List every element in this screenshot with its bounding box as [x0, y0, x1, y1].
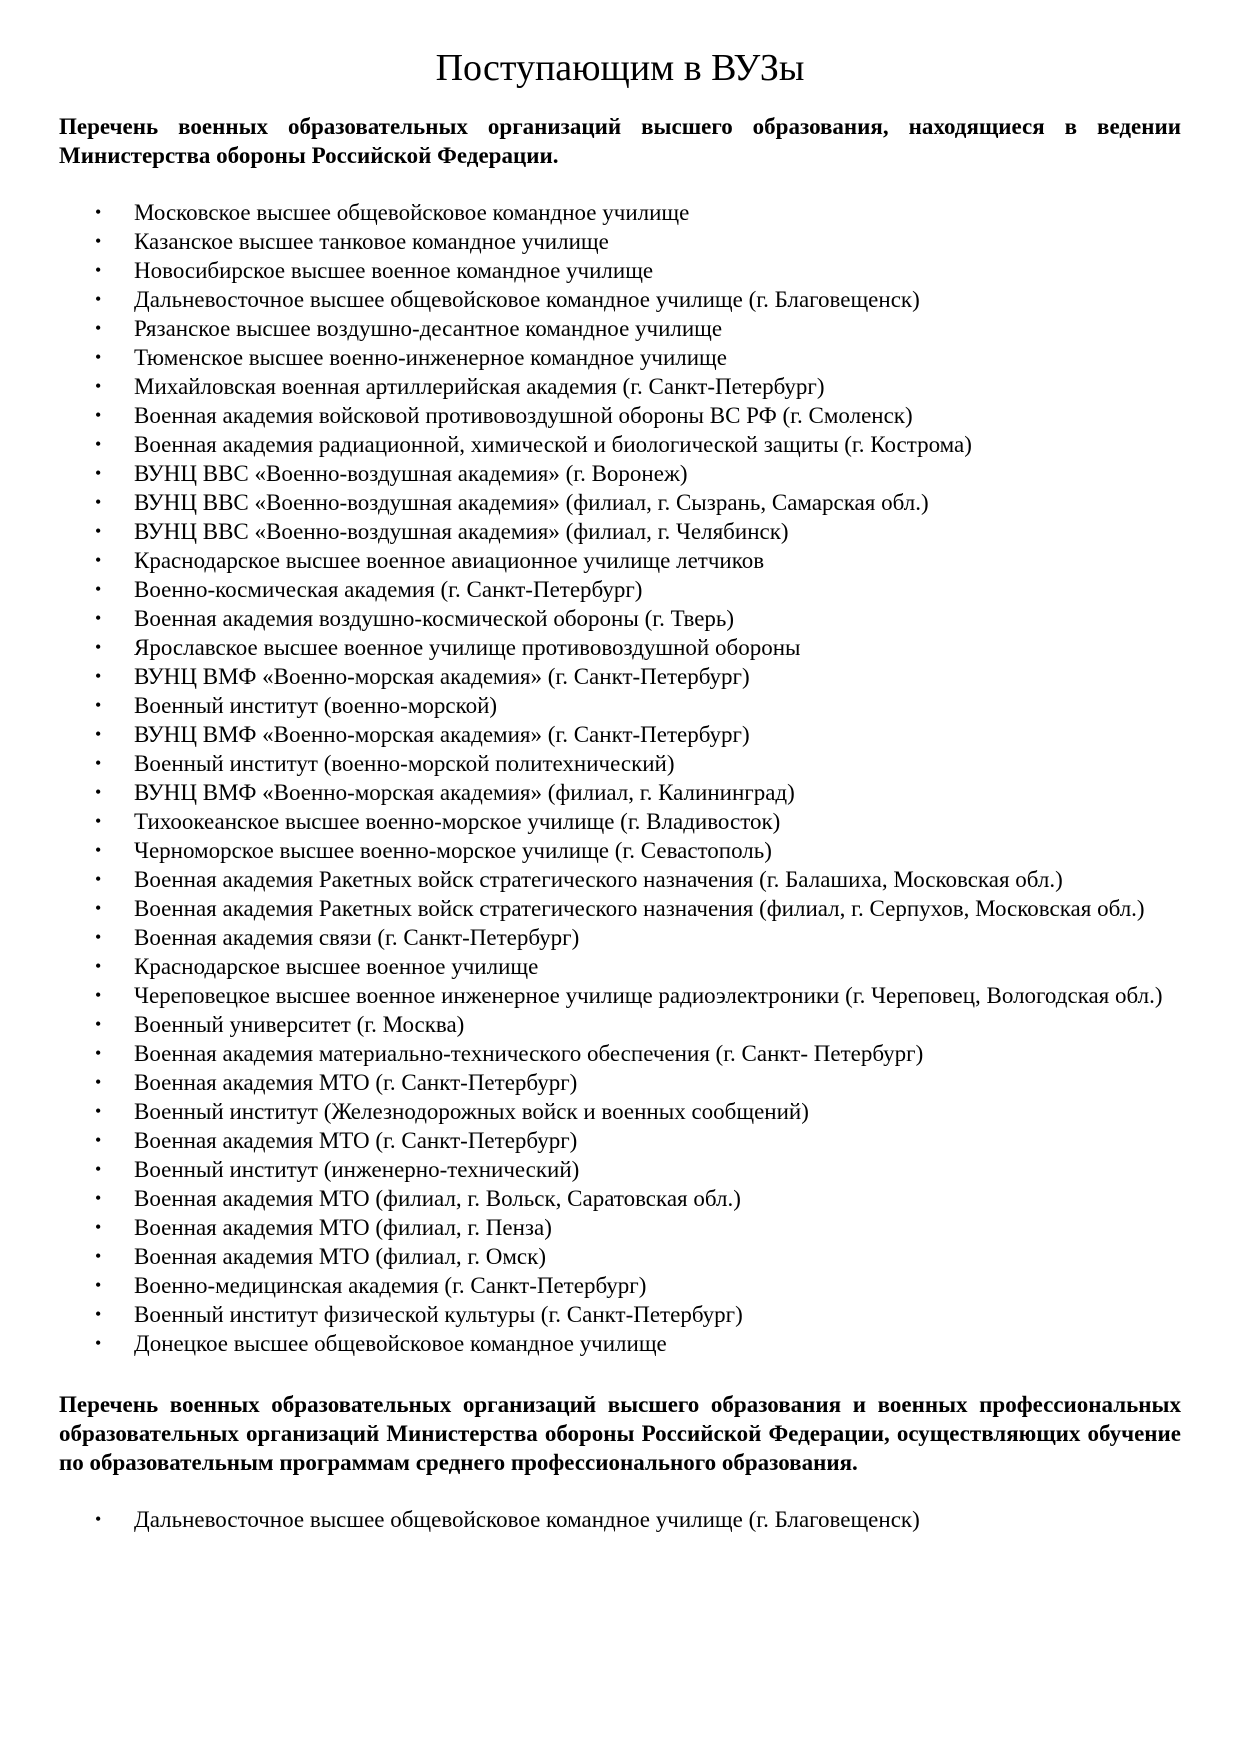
bullet-icon: • [95, 637, 102, 657]
institution-list [59, 198, 1181, 1358]
list-item-text: Военная академия МТО (филиал, г. Омск) [134, 1244, 546, 1269]
list-item-text: ВУНЦ ВВС «Военно-воздушная академия» (филиал, г. Челябинск) [134, 519, 789, 544]
bullet-icon: • [95, 550, 102, 570]
list-item-text: Военная академия войсковой противовоздушной обороны ВС РФ (г. Смоленск) [134, 403, 913, 428]
list-item-text: Военный институт (военно-морской политехнический) [134, 751, 675, 776]
list-item-text: Дальневосточное высшее общевойсковое командное училище (г. Благовещенск) [134, 287, 920, 312]
bullet-icon: • [95, 579, 102, 599]
bullet-icon: • [95, 608, 102, 628]
list-item-text: Военная академия МТО (г. Санкт-Петербург) [134, 1128, 578, 1153]
list-item [59, 894, 1181, 923]
list-item [59, 807, 1181, 836]
bullet-icon: • [95, 492, 102, 512]
list-item [59, 517, 1181, 546]
bullet-icon: • [95, 202, 102, 222]
bullet-icon: • [95, 985, 102, 1005]
list-item [59, 952, 1181, 981]
list-item [59, 314, 1181, 343]
list-item [59, 343, 1181, 372]
list-item-text: Военная академия МТО (филиал, г. Пенза) [134, 1215, 552, 1240]
list-item-text: Череповецкое высшее военное инженерное училище радиоэлектроники (г. Череповец, Вологодская обл.) [134, 983, 1163, 1008]
list-item [59, 749, 1181, 778]
list-item [59, 372, 1181, 401]
bullet-icon: • [95, 1509, 102, 1529]
list-item [59, 1097, 1181, 1126]
list-item-text: ВУНЦ ВМФ «Военно-морская академия» (филиал, г. Калининград) [134, 780, 795, 805]
list-item [59, 1068, 1181, 1097]
bullet-icon: • [95, 724, 102, 744]
bullet-icon: • [95, 1072, 102, 1092]
list-item [59, 1271, 1181, 1300]
list-item-text: Тихоокеанское высшее военно-морское училище (г. Владивосток) [134, 809, 781, 834]
list-item-text: Военная академия МТО (г. Санкт-Петербург) [134, 1070, 578, 1095]
bullet-icon: • [95, 405, 102, 425]
bullet-icon: • [95, 1275, 102, 1295]
bullet-icon: • [95, 695, 102, 715]
bullet-icon: • [95, 347, 102, 367]
list-item-text: Военный институт (инженерно-технический) [134, 1157, 580, 1182]
list-item [59, 981, 1181, 1010]
bullet-icon: • [95, 231, 102, 251]
list-item [59, 662, 1181, 691]
list-item [59, 836, 1181, 865]
list-item [59, 575, 1181, 604]
list-item [59, 401, 1181, 430]
list-item [59, 546, 1181, 575]
list-item [59, 198, 1181, 227]
bullet-icon: • [95, 434, 102, 454]
bullet-icon: • [95, 1101, 102, 1121]
list-item-text: ВУНЦ ВВС «Военно-воздушная академия» (г. Воронеж) [134, 461, 688, 486]
list-item-text: Тюменское высшее военно-инженерное командное училище [134, 345, 727, 370]
list-item-text: Военный университет (г. Москва) [134, 1012, 465, 1037]
list-item-text: Военная академия материально-технического обеспечения (г. Санкт- Петербург) [134, 1041, 924, 1066]
list-item [59, 1300, 1181, 1329]
list-item-text: Рязанское высшее воздушно-десантное командное училище [134, 316, 723, 341]
section-heading: Перечень военных образовательных организаций высшего образования и военных профессиональных образовательных организаций Министерства обороны Российской Федерации, осуществляющих обучение по образовательным программам среднего профессионального образования. [59, 1392, 1181, 1475]
bullet-icon: • [95, 1014, 102, 1034]
bullet-icon: • [95, 1246, 102, 1266]
list-item-text: Михайловская военная артиллерийская академия (г. Санкт-Петербург) [134, 374, 825, 399]
list-item [59, 459, 1181, 488]
list-item [59, 691, 1181, 720]
section-heading: Перечень военных образовательных организаций высшего образования, находящиеся в ведении Министерства обороны Российской Федерации. [59, 114, 1181, 168]
list-item [59, 1155, 1181, 1184]
list-item-text: Черноморское высшее военно-морское училище (г. Севастополь) [134, 838, 772, 863]
bullet-icon: • [95, 782, 102, 802]
bullet-icon: • [95, 956, 102, 976]
list-item [59, 1242, 1181, 1271]
list-item-text: ВУНЦ ВМФ «Военно-морская академия» (г. Санкт-Петербург) [134, 722, 750, 747]
list-item-text: Новосибирское высшее военное командное училище [134, 258, 654, 283]
section-higher-education [59, 112, 1181, 1358]
list-item-text: Краснодарское высшее военное училище [134, 954, 539, 979]
list-item [59, 604, 1181, 633]
bullet-icon: • [95, 1304, 102, 1324]
list-item-text: Военная академия воздушно-космической обороны (г. Тверь) [134, 606, 735, 631]
list-item [59, 285, 1181, 314]
list-item [59, 227, 1181, 256]
list-item-text: Военная академия Ракетных войск стратегического назначения (филиал, г. Серпухов, Московская обл.) [134, 896, 1145, 921]
list-item [59, 923, 1181, 952]
list-item-text: Военно-космическая академия (г. Санкт-Петербург) [134, 577, 643, 602]
list-item-text: Военный институт (Железнодорожных войск и военных сообщений) [134, 1099, 809, 1124]
bullet-icon: • [95, 376, 102, 396]
bullet-icon: • [95, 753, 102, 773]
list-item-text: Военная академия связи (г. Санкт-Петербург) [134, 925, 580, 950]
institution-list [59, 1505, 1181, 1534]
list-item-text: Военно-медицинская академия (г. Санкт-Петербург) [134, 1273, 647, 1298]
list-item [59, 865, 1181, 894]
list-item [59, 1213, 1181, 1242]
list-item [59, 1010, 1181, 1039]
bullet-icon: • [95, 869, 102, 889]
list-item [59, 778, 1181, 807]
bullet-icon: • [95, 1333, 102, 1353]
bullet-icon: • [95, 927, 102, 947]
bullet-icon: • [95, 463, 102, 483]
list-item [59, 633, 1181, 662]
bullet-icon: • [95, 666, 102, 686]
list-item-text: Военный институт физической культуры (г. Санкт-Петербург) [134, 1302, 743, 1327]
page-title: Поступающим в ВУЗы [435, 47, 805, 89]
list-item [59, 1039, 1181, 1068]
bullet-icon: • [95, 840, 102, 860]
list-item-text: Ярославское высшее военное училище противовоздушной обороны [134, 635, 801, 660]
bullet-icon: • [95, 1188, 102, 1208]
bullet-icon: • [95, 898, 102, 918]
document-page [59, 40, 1181, 1534]
list-item [59, 720, 1181, 749]
list-item [59, 430, 1181, 459]
list-item [59, 1184, 1181, 1213]
list-item [59, 1505, 1181, 1534]
list-item [59, 256, 1181, 285]
bullet-icon: • [95, 811, 102, 831]
list-item-text: Военная академия Ракетных войск стратегического назначения (г. Балашиха, Московская обл.) [134, 867, 1063, 892]
list-item-text: Краснодарское высшее военное авиационное училище летчиков [134, 548, 765, 573]
bullet-icon: • [95, 260, 102, 280]
list-item-text: Военная академия МТО (филиал, г. Вольск, Саратовская обл.) [134, 1186, 741, 1211]
list-item-text: Военная академия радиационной, химической и биологической защиты (г. Кострома) [134, 432, 972, 457]
bullet-icon: • [95, 1159, 102, 1179]
list-item-text: Дальневосточное высшее общевойсковое командное училище (г. Благовещенск) [134, 1507, 920, 1532]
bullet-icon: • [95, 521, 102, 541]
list-item [59, 488, 1181, 517]
bullet-icon: • [95, 289, 102, 309]
section-secondary-professional [59, 1390, 1181, 1534]
list-item-text: ВУНЦ ВВС «Военно-воздушная академия» (филиал, г. Сызрань, Самарская обл.) [134, 490, 929, 515]
list-item-text: Военный институт (военно-морской) [134, 693, 498, 718]
list-item [59, 1126, 1181, 1155]
list-item-text: Московское высшее общевойсковое командное училище [134, 200, 690, 225]
bullet-icon: • [95, 318, 102, 338]
list-item-text: Казанское высшее танковое командное училище [134, 229, 609, 254]
bullet-icon: • [95, 1217, 102, 1237]
list-item-text: Донецкое высшее общевойсковое командное училище [134, 1331, 667, 1356]
list-item [59, 1329, 1181, 1358]
bullet-icon: • [95, 1130, 102, 1150]
bullet-icon: • [95, 1043, 102, 1063]
list-item-text: ВУНЦ ВМФ «Военно-морская академия» (г. Санкт-Петербург) [134, 664, 750, 689]
